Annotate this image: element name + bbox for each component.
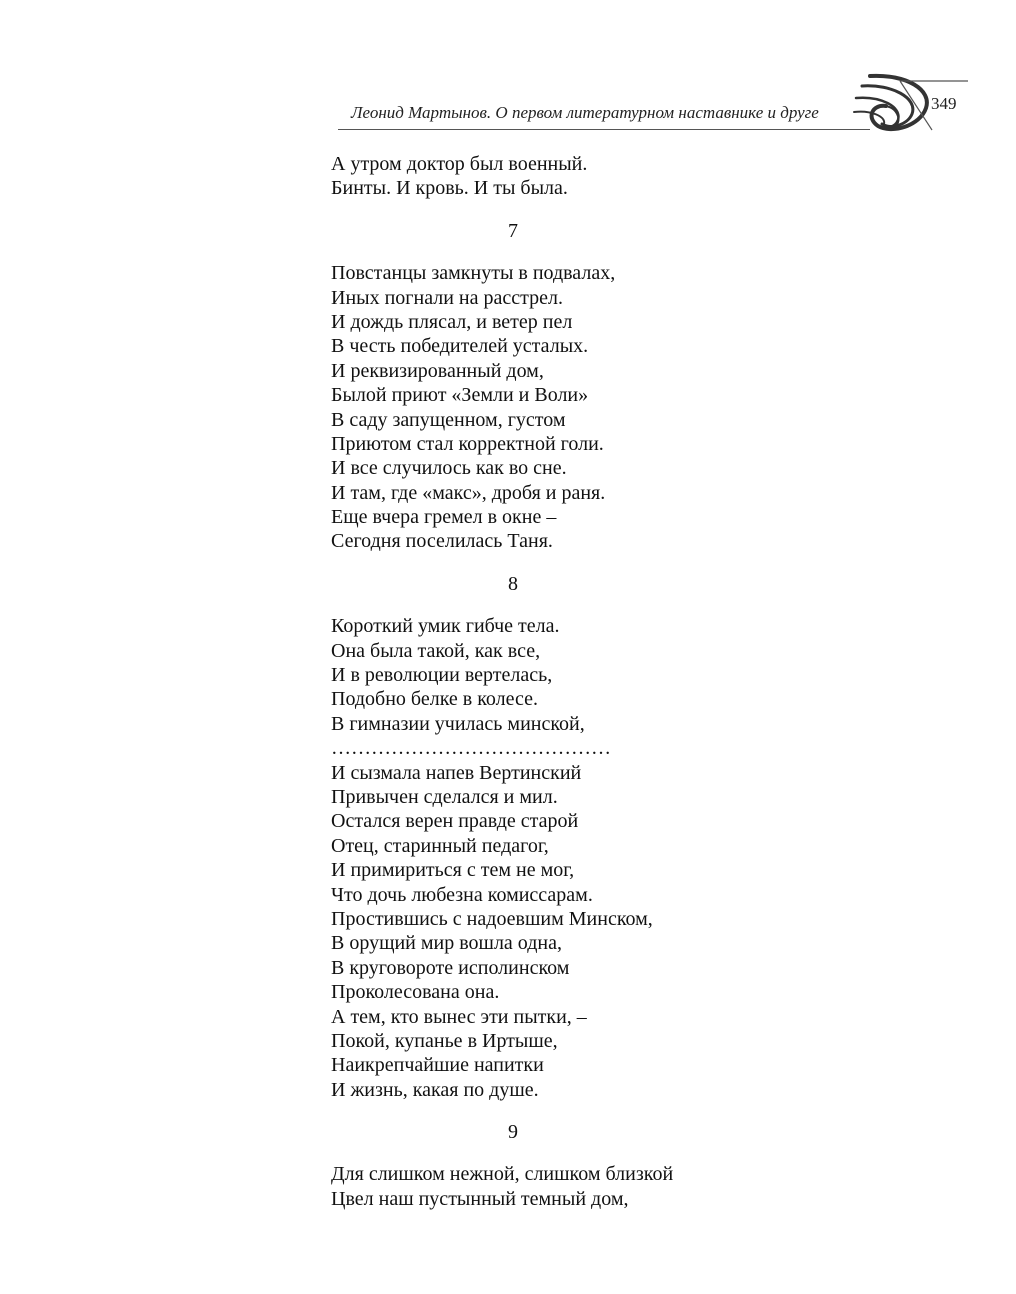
section-number: 8	[508, 572, 518, 595]
verse-line: А утром доктор был военный.	[331, 153, 588, 175]
verse-line: Цвел наш пустынный темный дом,	[331, 1187, 629, 1210]
verse-line: Что дочь любезна комиссарам.	[331, 883, 593, 906]
verse-line: Короткий умик гибче тела.	[331, 615, 560, 638]
verse-line: Подобно белке в колесе.	[331, 688, 539, 711]
verse-line: И жизнь, какая по душе.	[331, 1078, 539, 1101]
running-title: Леонид Мартынов. О первом литературном наставнике и друге	[351, 103, 819, 122]
page-number: 349	[931, 94, 957, 113]
opening-stanza	[331, 152, 891, 201]
verse-line: Иных погнали на расстрел.	[331, 286, 563, 309]
verse-line: И сызмала напев Вертинский	[331, 761, 582, 784]
verse-line: Бинты. И кровь. И ты была.	[331, 177, 568, 200]
stanza-7	[331, 261, 891, 554]
verse-line: Для слишком нежной, слишком близкой	[331, 1163, 674, 1186]
verse-line: Былой приют «Земли и Воли»	[331, 384, 589, 407]
verse-line: Покой, купанье в Иртыше,	[331, 1029, 558, 1052]
verse-line: Простившись с надоевшим Минском,	[331, 907, 653, 930]
verse-line: Повстанцы замкнуты в подвалах,	[331, 262, 616, 285]
verse-line: Еще вчера гремел в окне –	[331, 506, 557, 529]
poem-text	[331, 152, 891, 1211]
verse-line: Отец, старинный педагог,	[331, 834, 549, 857]
verse-line: А тем, кто вынес эти пытки, –	[331, 1005, 587, 1028]
verse-line: Приютом стал корректной голи.	[331, 432, 604, 455]
verse-line: И дождь плясал, и ветер пел	[331, 310, 573, 333]
verse-line: Сегодня поселилась Таня.	[331, 530, 553, 553]
verse-line: В саду запущенном, густом	[331, 408, 566, 431]
verse-line: Наикрепчайшие напитки	[331, 1054, 544, 1077]
verse-line: Она была такой, как все,	[331, 639, 541, 662]
verse-line: В гимназии училась минской,	[331, 712, 585, 735]
verse-line: В честь победителей усталых.	[331, 335, 589, 358]
verse-line: И примириться с тем не мог,	[331, 859, 575, 882]
ellipsis-line: ……………………………………	[331, 737, 611, 760]
verse-line: Привычен сделался и мил.	[331, 785, 558, 808]
section-number: 9	[508, 1121, 518, 1144]
verse-line: И в революции вертелась,	[331, 664, 553, 687]
verse-line: Остался верен правде старой	[331, 810, 579, 833]
stanza-8	[331, 614, 891, 1102]
stanza-9	[331, 1162, 891, 1211]
section-number: 7	[508, 219, 518, 242]
verse-line: В орущий мир вошла одна,	[331, 932, 562, 955]
verse-line: В круговороте исполинском	[331, 956, 570, 979]
verse-line: Проколесована она.	[331, 981, 500, 1004]
verse-line: И реквизированный дом,	[331, 359, 544, 382]
verse-line: И там, где «макс», дробя и раня.	[331, 481, 606, 504]
verse-line: И все случилось как во сне.	[331, 457, 567, 480]
header-rule	[338, 129, 870, 130]
